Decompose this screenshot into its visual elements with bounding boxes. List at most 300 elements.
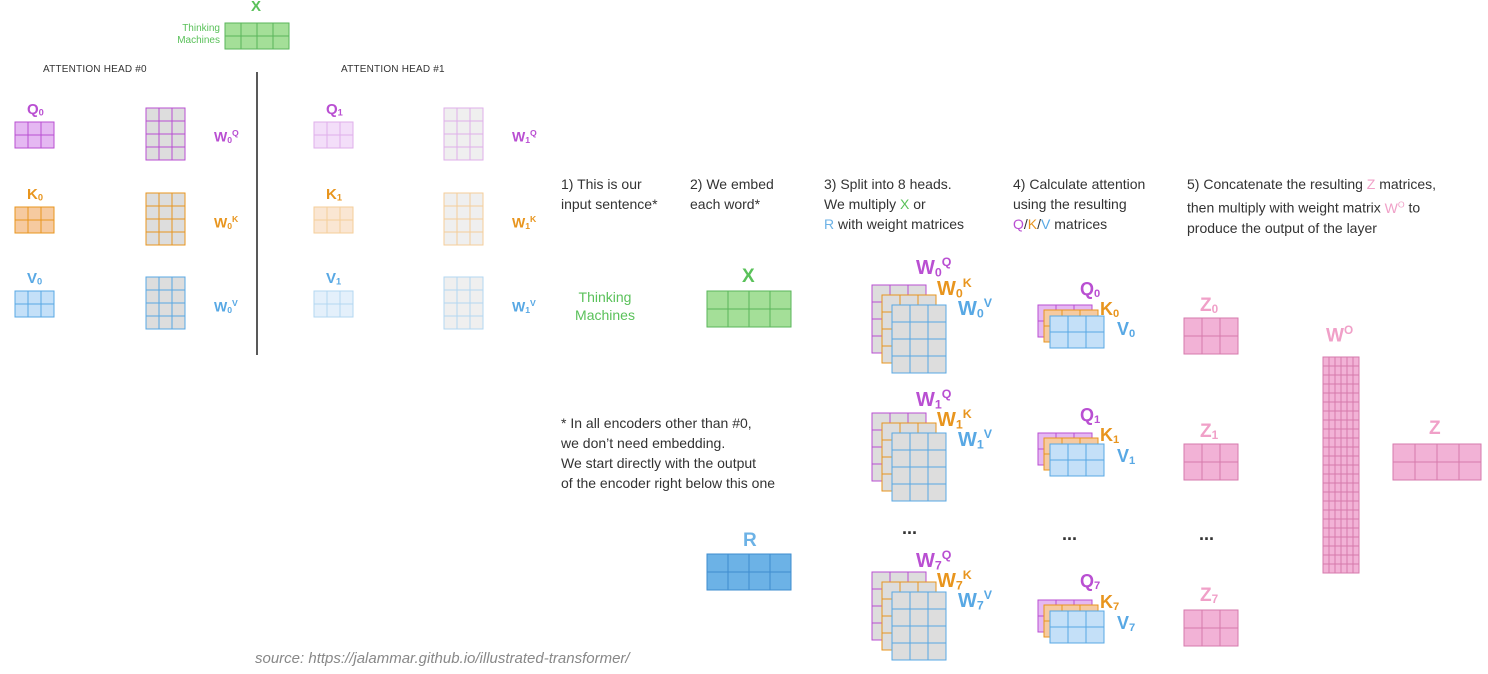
r-matrix-cell (728, 572, 749, 590)
w1q-matrix-cell (457, 108, 470, 121)
wo-matrix-cell (1347, 384, 1353, 393)
w0k-matrix-cell (172, 232, 185, 245)
z-output-matrix (1393, 444, 1481, 480)
q0-matrix-cell (15, 135, 28, 148)
flow-w1v-matrix-cell (892, 433, 910, 450)
wo-matrix-cell (1335, 519, 1341, 528)
step-3-text (824, 174, 964, 234)
flow-w7v-sym: W (958, 590, 977, 613)
wo-matrix-cell (1353, 546, 1359, 555)
step-4-line-3b: matrices (1050, 216, 1108, 232)
z-output-matrix-cell (1415, 462, 1437, 480)
w1q-matrix-cell (444, 134, 457, 147)
flow-q1-sym: Q (1080, 405, 1095, 425)
flow-w1v-label (958, 427, 992, 452)
k0-matrix-cell (41, 220, 54, 233)
wo-matrix-cell (1335, 501, 1341, 510)
v0-label (27, 270, 42, 287)
w0k-matrix-cell (146, 206, 159, 219)
w0k-sup: K (232, 214, 239, 224)
wo-matrix-cell (1335, 384, 1341, 393)
flow-v0-matrix-cell (1086, 332, 1104, 348)
v0-matrix-cell (15, 291, 28, 304)
flow-k0-label (1100, 299, 1119, 320)
wo-matrix-cell (1347, 438, 1353, 447)
r-matrix-cell (707, 572, 728, 590)
v1-matrix (314, 291, 353, 317)
wo-matrix-cell (1341, 438, 1347, 447)
wo-matrix-cell (1353, 402, 1359, 411)
flow-w0v-sup: V (983, 296, 993, 310)
w1q-sym: W (512, 128, 526, 145)
w0q-matrix-cell (172, 121, 185, 134)
k0-sym: K (27, 186, 38, 203)
flow-z1-matrix-cell (1202, 444, 1220, 462)
flow-w7v-matrix-cell (892, 626, 910, 643)
w0v-matrix (146, 277, 185, 329)
wo-matrix-cell (1329, 393, 1335, 402)
q0-matrix-cell (15, 122, 28, 135)
flow-w0v-label (958, 296, 992, 321)
wo-matrix-cell (1335, 474, 1341, 483)
step-3-line-3 (824, 214, 964, 234)
flow-w7v-matrix-cell (892, 592, 910, 609)
k1-matrix-cell (327, 207, 340, 220)
w1v-matrix-cell (470, 316, 483, 329)
flow-z0-label (1200, 295, 1218, 317)
step-2-line-1: 2) We embed (690, 176, 774, 192)
wo-matrix-cell (1341, 429, 1347, 438)
wo-matrix-cell (1341, 537, 1347, 546)
flow-w0v-matrix-cell (928, 305, 946, 322)
wo-matrix-cell (1329, 483, 1335, 492)
wo-matrix-cell (1329, 411, 1335, 420)
flow-w7v-matrix (892, 592, 946, 660)
wo-matrix-cell (1341, 384, 1347, 393)
wo-matrix-cell (1335, 429, 1341, 438)
r-label: R (743, 530, 757, 551)
wo-matrix-cell (1353, 393, 1359, 402)
flow-w1v-matrix-cell (928, 484, 946, 501)
encoder-note (561, 413, 775, 493)
flow-w7v-label (958, 588, 992, 613)
w0k-matrix-cell (172, 219, 185, 232)
x-embedding-matrix-cell (728, 309, 749, 327)
step-3-x-ref: X (899, 196, 910, 212)
wo-matrix-cell (1353, 474, 1359, 483)
w0q-matrix-cell (146, 121, 159, 134)
v1-matrix-cell (340, 304, 353, 317)
wo-matrix-cell (1353, 528, 1359, 537)
w1v-matrix (444, 277, 483, 329)
wo-matrix-cell (1353, 429, 1359, 438)
flow-w7v-matrix-cell (910, 592, 928, 609)
flow-w7v-matrix-cell (892, 609, 910, 626)
wo-matrix-cell (1341, 528, 1347, 537)
wo-matrix-cell (1353, 438, 1359, 447)
w1k-sym: W (512, 214, 526, 231)
wo-matrix-cell (1335, 537, 1341, 546)
wo-matrix-cell (1341, 357, 1347, 366)
flow-v7-matrix-cell (1086, 611, 1104, 627)
wo-matrix-cell (1335, 447, 1341, 456)
wo-matrix-cell (1329, 519, 1335, 528)
top-x-matrix-cell (257, 36, 273, 49)
w0q-sym: W (214, 128, 228, 145)
flow-w1v-matrix-cell (892, 484, 910, 501)
k1-matrix-cell (327, 220, 340, 233)
flow-z7-matrix-cell (1184, 628, 1202, 646)
w1q-matrix-cell (457, 147, 470, 160)
w0q-matrix-cell (146, 108, 159, 121)
wo-matrix-cell (1323, 384, 1329, 393)
v1-matrix-cell (340, 291, 353, 304)
flow-w1v-matrix-cell (910, 450, 928, 467)
w0k-matrix-cell (146, 219, 159, 232)
step-5-line-2b: to (1404, 199, 1421, 216)
wo-matrix-cell (1341, 465, 1347, 474)
note-line-4: of the encoder right below this one (561, 475, 776, 491)
wo-matrix-cell (1323, 402, 1329, 411)
flow-v1-matrix-cell (1068, 444, 1086, 460)
w0q-matrix-cell (159, 121, 172, 134)
flow-v1-matrix-cell (1050, 444, 1068, 460)
flow-k0-sub: 0 (1113, 308, 1120, 320)
step-5-wo-sup: O (1397, 199, 1405, 209)
flow-w1k-sub: 1 (955, 417, 963, 432)
w0q-matrix-cell (172, 147, 185, 160)
flow-w0v-matrix-cell (910, 322, 928, 339)
wo-matrix-cell (1353, 357, 1359, 366)
w0v-matrix-cell (172, 290, 185, 303)
flow-q7-sub: 7 (1094, 580, 1101, 592)
wo-matrix-cell (1323, 528, 1329, 537)
q0-sub: 0 (38, 107, 44, 118)
flow-w0v-matrix-cell (928, 339, 946, 356)
wo-matrix-cell (1353, 420, 1359, 429)
wo-matrix-cell (1353, 492, 1359, 501)
top-x-matrix-cell (225, 23, 241, 36)
flow-w0v-sub: 0 (976, 306, 984, 321)
wo-label (1326, 324, 1353, 348)
flow-w7v-matrix-cell (928, 626, 946, 643)
wo-matrix-cell (1335, 393, 1341, 402)
w1k-matrix-cell (457, 232, 470, 245)
wo-matrix-cell (1329, 474, 1335, 483)
w1k-matrix-cell (444, 206, 457, 219)
w0q-sup: Q (232, 128, 239, 138)
k1-sub: 1 (336, 192, 343, 203)
wo-matrix-cell (1347, 492, 1353, 501)
wo-matrix (1323, 357, 1359, 573)
attention-head-1-title: ATTENTION HEAD #1 (341, 64, 445, 75)
flow-z0-sym: Z (1200, 295, 1212, 316)
step-4-text (1013, 174, 1145, 234)
flow-z1-matrix-cell (1220, 444, 1238, 462)
flow-w0v-matrix-cell (892, 356, 910, 373)
w1q-matrix-cell (470, 121, 483, 134)
input-sentence (565, 288, 645, 324)
v0-matrix-cell (28, 304, 41, 317)
step-3-r-ref: R (824, 216, 835, 232)
wo-matrix-cell (1347, 555, 1353, 564)
wo-matrix-cell (1323, 519, 1329, 528)
k1-sym: K (326, 186, 337, 203)
flow-w1v-matrix-cell (910, 433, 928, 450)
wo-matrix-cell (1335, 420, 1341, 429)
w1k-matrix (444, 193, 483, 245)
w1q-matrix-cell (457, 121, 470, 134)
r-matrix-cell (770, 554, 791, 572)
flow-z0-matrix-cell (1184, 318, 1202, 336)
v0-sym: V (27, 270, 38, 287)
q1-sub: 1 (337, 107, 343, 118)
r-matrix-cell (707, 554, 728, 572)
wo-matrix-cell (1353, 411, 1359, 420)
w1v-matrix-cell (444, 303, 457, 316)
q1-matrix-cell (327, 135, 340, 148)
w1q-label (512, 128, 537, 145)
q1-sym: Q (326, 101, 338, 118)
wo-matrix-cell (1353, 555, 1359, 564)
wo-matrix-cell (1323, 429, 1329, 438)
step-4-line-2: using the resulting (1013, 196, 1127, 212)
wo-matrix-cell (1347, 519, 1353, 528)
w1k-matrix-cell (444, 219, 457, 232)
v1-matrix-cell (314, 291, 327, 304)
wo-matrix-cell (1353, 501, 1359, 510)
top-x-matrix-cell (241, 36, 257, 49)
top-input-word-1: Thinking (182, 23, 220, 34)
wo-matrix-cell (1353, 519, 1359, 528)
flow-w0v-matrix-cell (892, 339, 910, 356)
w1v-matrix-cell (444, 277, 457, 290)
wo-matrix-cell (1341, 501, 1347, 510)
wo-matrix-cell (1335, 456, 1341, 465)
w0v-matrix-cell (159, 290, 172, 303)
wo-matrix-cell (1329, 501, 1335, 510)
w0q-matrix-cell (159, 134, 172, 147)
w1k-matrix-cell (470, 206, 483, 219)
wo-matrix-cell (1341, 402, 1347, 411)
wo-matrix-cell (1329, 465, 1335, 474)
flow-w1v-matrix-cell (892, 467, 910, 484)
flow-w0v-matrix-cell (928, 356, 946, 373)
flow-v1-sub: 1 (1129, 455, 1136, 467)
k0-sub: 0 (37, 192, 44, 203)
w1k-matrix-cell (457, 193, 470, 206)
flow-z0-matrix-cell (1184, 336, 1202, 354)
wo-matrix-cell (1329, 510, 1335, 519)
k0-matrix-cell (28, 207, 41, 220)
w0k-matrix-cell (159, 219, 172, 232)
wo-matrix-cell (1329, 447, 1335, 456)
wo-matrix-cell (1329, 528, 1335, 537)
k0-matrix-cell (28, 220, 41, 233)
wo-matrix-cell (1353, 510, 1359, 519)
wo-matrix-cell (1323, 501, 1329, 510)
w0v-matrix-cell (146, 303, 159, 316)
flow-k1-label (1100, 425, 1119, 446)
x-embedding-matrix-cell (707, 309, 728, 327)
wo-matrix-cell (1353, 456, 1359, 465)
v0-sub: 0 (37, 276, 43, 287)
w1v-matrix-cell (444, 290, 457, 303)
wo-matrix-cell (1347, 447, 1353, 456)
w1q-matrix-cell (444, 108, 457, 121)
w1q-matrix-cell (470, 134, 483, 147)
flow-v1-matrix-cell (1086, 444, 1104, 460)
wo-matrix-cell (1335, 555, 1341, 564)
flow-z1-matrix (1184, 444, 1238, 480)
flow-v0-matrix-cell (1050, 316, 1068, 332)
input-word-1: Thinking (578, 289, 632, 305)
w1q-sub: 1 (525, 135, 531, 146)
w0k-matrix-cell (159, 193, 172, 206)
top-x-label: X (251, 0, 262, 15)
wo-matrix-cell (1347, 564, 1353, 573)
flow-z1-matrix-cell (1184, 462, 1202, 480)
k1-matrix-cell (314, 220, 327, 233)
flow-v7-sym: V (1117, 613, 1130, 633)
wo-matrix-cell (1347, 420, 1353, 429)
wo-matrix-cell (1335, 438, 1341, 447)
flow-w7v-matrix-cell (928, 643, 946, 660)
v1-sym: V (326, 270, 337, 287)
wo-matrix-cell (1341, 420, 1347, 429)
top-x-matrix-cell (241, 23, 257, 36)
v0-matrix-cell (15, 304, 28, 317)
x-embedding-matrix-cell (728, 291, 749, 309)
w1k-label (512, 214, 536, 231)
q0-matrix-cell (41, 135, 54, 148)
w1v-matrix-cell (470, 277, 483, 290)
w1v-matrix-cell (470, 290, 483, 303)
flow-z1-matrix-cell (1220, 462, 1238, 480)
wo-matrix-cell (1341, 366, 1347, 375)
wo-matrix-cell (1341, 411, 1347, 420)
flow-w1v-matrix-cell (928, 450, 946, 467)
flow-k1-sym: K (1100, 425, 1113, 445)
flow-k0-sym: K (1100, 299, 1113, 319)
v1-matrix-cell (327, 304, 340, 317)
wo-matrix-cell (1335, 492, 1341, 501)
v0-matrix-cell (41, 304, 54, 317)
flow-w1k-sym: W (937, 409, 956, 432)
flow-v0-matrix-cell (1068, 332, 1086, 348)
wo-matrix-cell (1329, 546, 1335, 555)
k0-matrix-cell (41, 207, 54, 220)
wo-matrix-cell (1329, 537, 1335, 546)
w1v-matrix-cell (457, 303, 470, 316)
k1-matrix-cell (340, 207, 353, 220)
z-output-matrix-cell (1437, 462, 1459, 480)
flow-w7q-sub: 7 (934, 558, 942, 573)
step-4-line-1: 4) Calculate attention (1013, 176, 1146, 192)
v0-matrix-cell (41, 291, 54, 304)
wo-matrix-cell (1323, 492, 1329, 501)
flow-w7v-matrix-cell (928, 592, 946, 609)
wo-matrix-cell (1323, 555, 1329, 564)
wo-matrix-cell (1347, 366, 1353, 375)
w0q-matrix-cell (172, 134, 185, 147)
flow-w1v-matrix-cell (928, 433, 946, 450)
top-x-matrix (225, 23, 289, 49)
step-4-line-3 (1013, 214, 1145, 234)
flow-z1-matrix-cell (1184, 444, 1202, 462)
flow-w1v-sub: 1 (976, 437, 984, 452)
wo-matrix-cell (1323, 510, 1329, 519)
step-1-line-2: input sentence* (561, 196, 658, 212)
wo-matrix-cell (1341, 456, 1347, 465)
flow-z7-matrix-cell (1202, 628, 1220, 646)
flow-w7v-matrix-cell (928, 609, 946, 626)
k0-label (27, 186, 43, 203)
note-line-2: we don’t need embedding. (561, 435, 726, 451)
flow-z1-matrix-cell (1202, 462, 1220, 480)
w1k-matrix-cell (457, 219, 470, 232)
k1-matrix-cell (314, 207, 327, 220)
z-output-matrix-cell (1415, 444, 1437, 462)
flow-w7k-sup: K (962, 568, 972, 582)
w0v-sup: V (232, 298, 238, 308)
flow-q0-sub: 0 (1094, 288, 1101, 300)
wo-matrix-cell (1323, 420, 1329, 429)
flow-w1q-sub: 1 (934, 397, 942, 412)
z-output-matrix-cell (1459, 462, 1481, 480)
z-output-matrix-cell (1437, 444, 1459, 462)
wo-matrix-cell (1347, 375, 1353, 384)
wo-matrix-cell (1329, 375, 1335, 384)
flow-w1v-matrix-cell (910, 467, 928, 484)
w0k-sub: 0 (227, 221, 233, 232)
flow-v0-sym: V (1117, 319, 1130, 339)
flow-z0-matrix (1184, 318, 1238, 354)
w1q-sup: Q (530, 128, 537, 138)
q1-matrix (314, 122, 353, 148)
wo-matrix-cell (1329, 420, 1335, 429)
step-5-line-2a: then multiply with weight matrix (1187, 199, 1385, 216)
top-input-word-2: Machines (177, 35, 220, 46)
step-3-line-2a: We multiply (824, 196, 900, 212)
step-5-line-3: produce the output of the layer (1187, 219, 1377, 236)
flow-w0v-matrix-cell (910, 356, 928, 373)
flow-v7-matrix-cell (1086, 627, 1104, 643)
k1-matrix-cell (340, 220, 353, 233)
wo-matrix-cell (1335, 402, 1341, 411)
wo-matrix-cell (1323, 537, 1329, 546)
w0q-sub: 0 (227, 135, 233, 146)
wo-matrix-cell (1347, 546, 1353, 555)
wo-matrix-cell (1329, 429, 1335, 438)
w1k-matrix-cell (444, 193, 457, 206)
flow-w1k-sup: K (962, 407, 972, 421)
step-4-v-ref: V (1041, 216, 1051, 232)
step-5-text (1187, 174, 1436, 238)
w0k-matrix-cell (159, 206, 172, 219)
wo-matrix-cell (1341, 447, 1347, 456)
flow-q1-label (1080, 405, 1100, 426)
wo-matrix-cell (1329, 456, 1335, 465)
flow-z7-matrix-cell (1184, 610, 1202, 628)
wo-matrix-cell (1347, 474, 1353, 483)
v1-sub: 1 (336, 276, 342, 287)
wo-matrix-cell (1353, 564, 1359, 573)
w0q-matrix-cell (159, 108, 172, 121)
r-matrix-cell (749, 572, 770, 590)
flow-z7-sym: Z (1200, 585, 1212, 606)
w0v-matrix-cell (146, 316, 159, 329)
